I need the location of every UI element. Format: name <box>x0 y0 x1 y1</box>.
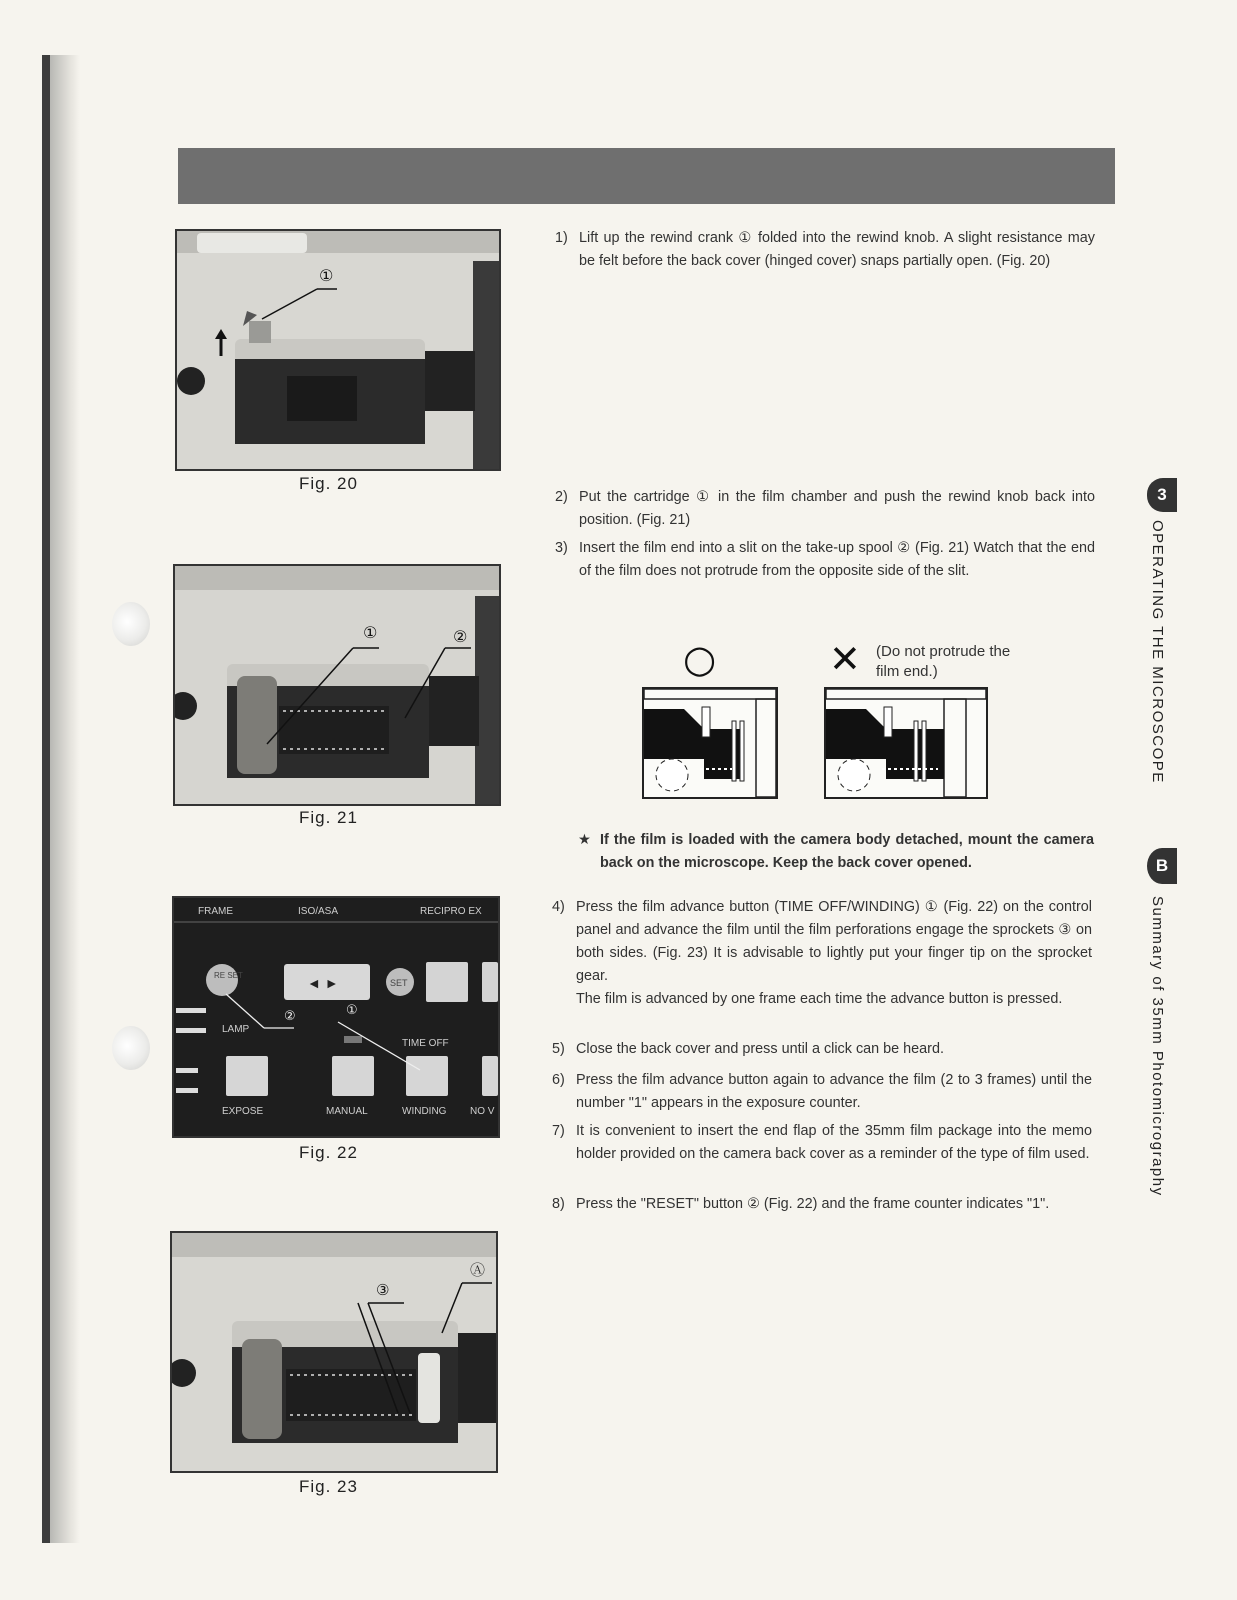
star-icon: ★ <box>578 832 591 848</box>
step-text: Press the "RESET" button ② (Fig. 22) and the frame counter indicates "1". <box>576 1196 1050 1212</box>
binder-hole <box>112 602 150 646</box>
step-text: Put the cartridge ① in the film chamber and push the rewind knob back into position. (Fig. 21) <box>579 489 1095 528</box>
note-text: If the film is loaded with the camera body detached, mount the camera back on the microscope. Keep the back cover opened. <box>600 832 1094 871</box>
panel-arrows-label: ◄ ► <box>307 975 339 991</box>
camera-back-illustration <box>177 231 499 469</box>
step-number: 7) <box>552 1123 565 1139</box>
figure-23-caption: Fig. 23 <box>299 1477 358 1496</box>
panel-label-no: NO V <box>470 1106 495 1117</box>
fig22-callout-2: ② <box>284 1008 296 1023</box>
panel-label-frame: FRAME <box>198 906 233 917</box>
correct-film-diagram <box>642 687 778 799</box>
step-5 <box>552 1038 1092 1061</box>
wrong-mark: ✕ <box>829 637 861 681</box>
figure-22-photo <box>172 896 500 1138</box>
step-text: Insert the film end into a slit on the take-up spool ② (Fig. 21) Watch that the end of the film does not protrude from the opposite side of the slit. <box>579 540 1095 579</box>
step-7 <box>552 1120 1092 1166</box>
panel-reset-label: RE SET <box>214 971 243 980</box>
step-text: Lift up the rewind crank ① folded into the rewind knob. A slight resistance may be felt before the back cover (hinged cover) snaps partially open. (Fig. 20) <box>579 230 1095 269</box>
section-tab-3: 3 <box>1147 478 1177 512</box>
figure-20-photo <box>175 229 501 471</box>
correct-mark: ○ <box>683 637 717 681</box>
figure-22-caption: Fig. 22 <box>299 1143 358 1162</box>
step-3 <box>555 537 1095 583</box>
section-label-operating: OPERATING THE MICROSCOPE <box>1149 520 1166 784</box>
sprocket-illustration <box>172 1233 496 1471</box>
step-text: Close the back cover and press until a click can be heard. <box>576 1041 944 1057</box>
figure-21-caption: Fig. 21 <box>299 808 358 827</box>
control-panel-illustration <box>174 898 498 1136</box>
camera-cartridge-illustration <box>175 566 499 804</box>
wrong-note: (Do not protrude the film end.) <box>876 643 1011 680</box>
figure-23-photo <box>170 1231 498 1473</box>
binder-hole <box>112 1026 150 1070</box>
section-tab-b: B <box>1147 848 1177 884</box>
step-4 <box>552 896 1092 1011</box>
step-6 <box>552 1069 1092 1115</box>
figure-21-photo <box>173 564 501 806</box>
figure-20-caption: Fig. 20 <box>299 474 358 493</box>
fig21-callout-2: ② <box>453 629 468 646</box>
section-label-summary: Summary of 35mm Photomicrography <box>1149 896 1166 1197</box>
panel-label-lamp: LAMP <box>222 1024 250 1035</box>
panel-label-winding: WINDING <box>402 1106 447 1117</box>
important-note <box>578 829 1094 875</box>
panel-label-time-off: TIME OFF <box>402 1038 449 1049</box>
step-number: 2) <box>555 489 568 505</box>
step-number: 5) <box>552 1041 565 1057</box>
step-8 <box>552 1193 1092 1216</box>
step-number: 8) <box>552 1196 565 1212</box>
step-number: 6) <box>552 1072 565 1088</box>
fig20-callout-1: ① <box>319 268 334 285</box>
binding-shadow <box>50 55 80 1543</box>
step-2 <box>555 486 1095 532</box>
step-1 <box>555 227 1095 273</box>
step-text: Press the film advance button again to advance the film (2 to 3 frames) until the number "1" appears in the exposure counter. <box>576 1072 1092 1111</box>
step-number: 3) <box>555 540 568 556</box>
panel-set-label: SET <box>390 978 408 988</box>
page-binding <box>42 55 50 1543</box>
step-number: 4) <box>552 899 565 915</box>
step-number: 1) <box>555 230 568 246</box>
fig22-callout-1: ① <box>346 1002 358 1017</box>
step-text-continued: The film is advanced by one frame each time the advance button is pressed. <box>576 991 1063 1007</box>
panel-label-manual: MANUAL <box>326 1106 368 1117</box>
fig23-callout-3: ③ <box>376 1282 390 1299</box>
panel-label-recipro: RECIPRO EX <box>420 906 482 917</box>
fig23-callout-a: Ⓐ <box>470 1262 486 1279</box>
panel-label-expose: EXPOSE <box>222 1106 264 1117</box>
fig21-callout-1: ① <box>363 625 378 642</box>
step-text: Press the film advance button (TIME OFF/WINDING) ① (Fig. 22) on the control panel and advance the film until the film perforations engage the sprockets ③ on both sides. (Fig. 23) It is advisable to lightly put your finger tip on the sprocket gear. <box>576 899 1092 984</box>
panel-label-iso: ISO/ASA <box>298 906 339 917</box>
section-header-bar <box>178 148 1115 204</box>
wrong-film-diagram <box>824 687 988 799</box>
step-text: It is convenient to insert the end flap of the 35mm film package into the memo holder provided on the camera back cover as a reminder of the type of film used. <box>576 1123 1092 1162</box>
